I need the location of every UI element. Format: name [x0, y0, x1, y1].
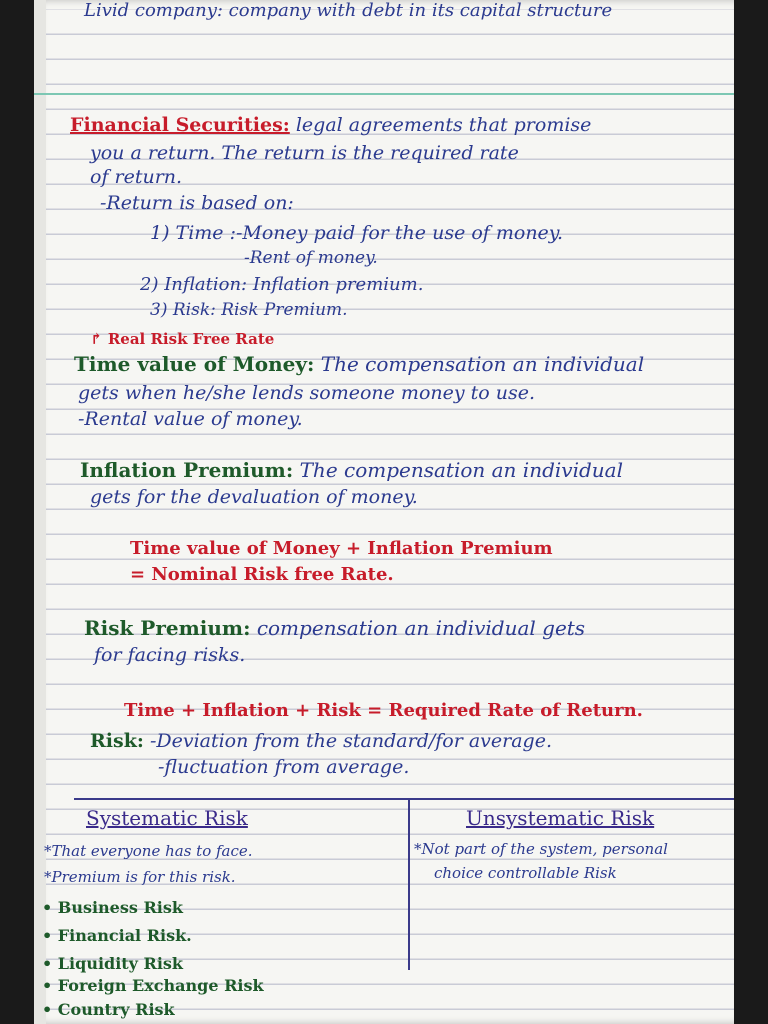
note-line: -fluctuation from average.: [158, 756, 410, 778]
note-line: 3) Risk: Risk Premium.: [150, 300, 348, 320]
list-item: • Business Risk: [42, 898, 183, 917]
note-line: -Rental value of money.: [78, 408, 303, 430]
note-text: Real Risk Free Rate: [107, 330, 275, 348]
term-heading: Inflation Premium:: [80, 458, 294, 482]
list-item: • Foreign Exchange Risk: [42, 976, 264, 995]
term-definition: The compensation an individual: [320, 352, 645, 376]
note-line: [84, 616, 585, 640]
table-header-left: Systematic Risk: [86, 806, 248, 830]
note-line: [90, 730, 552, 752]
note-line: for facing risks.: [94, 644, 246, 666]
note-line: 2) Inflation: Inflation premium.: [140, 274, 424, 295]
note-line: of return.: [90, 166, 183, 188]
list-item: • Financial Risk.: [42, 926, 192, 945]
table-header-right: Unsystematic Risk: [466, 806, 655, 830]
term-heading: Time value of Money:: [74, 352, 315, 376]
term-heading: Financial Securities:: [70, 114, 290, 136]
list-item: choice controllable Risk: [434, 864, 617, 882]
table-column-divider: [408, 800, 410, 970]
list-item: *That everyone has to face.: [44, 842, 253, 860]
formula-line: Time value of Money + Inflation Premium: [130, 538, 553, 559]
formula-line: = Nominal Risk free Rate.: [130, 564, 394, 585]
arrow-icon: ↱: [90, 330, 103, 348]
note-line: [90, 330, 274, 348]
term-definition: legal agreements that promise: [295, 114, 592, 136]
note-line: [80, 458, 623, 482]
term-definition: compensation an individual gets: [256, 616, 586, 640]
table-top-rule: [74, 798, 734, 800]
term-definition: The compensation an individual: [299, 458, 623, 482]
formula-left: Time + Inflation + Risk =: [124, 700, 383, 721]
list-item: • Liquidity Risk: [42, 954, 184, 973]
note-line: [70, 114, 591, 136]
term-heading: Risk Premium:: [84, 616, 251, 640]
notebook-page: [34, 0, 734, 1024]
term-definition: -Deviation from the standard/for average.: [149, 730, 553, 752]
note-line: gets for the devaluation of money.: [90, 486, 418, 508]
note-line: -Return is based on:: [100, 192, 294, 214]
note-line: you a return. The return is the required rate: [90, 142, 519, 164]
section-rule: [34, 93, 734, 95]
note-line: gets when he/she lends someone money to use.: [78, 382, 536, 404]
formula-right: Required Rate of Return.: [388, 700, 643, 721]
list-item: • Country Risk: [42, 1000, 175, 1019]
note-line: 1) Time :-Money paid for the use of money.: [150, 222, 564, 244]
list-item: *Not part of the system, personal: [414, 840, 668, 858]
list-item: *Premium is for this risk.: [44, 868, 236, 886]
note-line: [74, 352, 644, 376]
note-line: -Rent of money.: [244, 248, 378, 268]
formula-line: [124, 700, 643, 721]
note-line: Livid company: company with debt in its capital structure: [84, 0, 613, 21]
term-heading: Risk:: [90, 730, 144, 752]
